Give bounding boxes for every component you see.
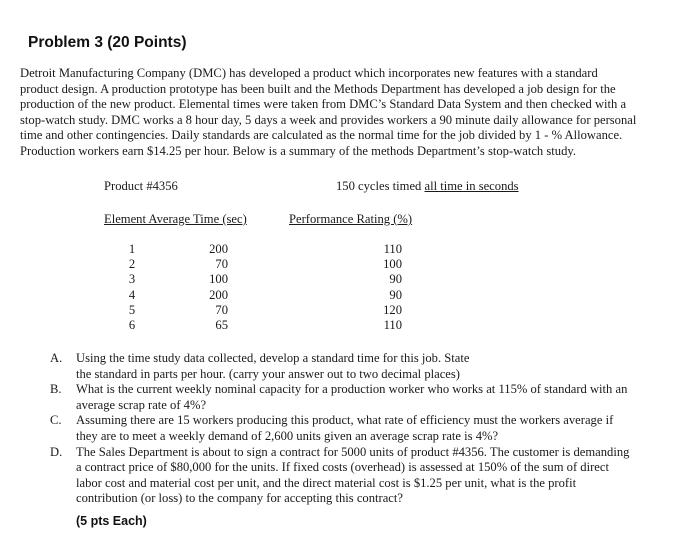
element-time: 70: [215, 303, 228, 317]
intro-line: stop-watch study. DMC works a 8 hour day, 5 days a week and provides workers a 90 minute daily allowance for personal: [20, 112, 637, 127]
element-number: 3: [128, 272, 136, 286]
element-rating: 90: [389, 288, 402, 302]
element-rating: 90: [389, 272, 402, 286]
cycles-note: [336, 179, 519, 194]
problem-heading: Problem 3 (20 Points): [28, 34, 187, 51]
intro-line: Detroit Manufacturing Company (DMC) has developed a product which incorporates new features with a standard: [20, 66, 598, 80]
question-b: [50, 382, 682, 413]
question-c: [50, 413, 682, 444]
question-line: the standard in parts per hour. (carry your answer out to two decimal places): [76, 366, 460, 381]
cycles-prefix: 150 cycles timed: [336, 179, 425, 193]
points-note: (5 pts Each): [76, 514, 147, 528]
question-line: The Sales Department is about to sign a contract for 5000 units of product #4356. The customer is demanding: [76, 444, 630, 459]
column-header-element-time: Element Average Time (sec): [104, 212, 247, 226]
element-time: 200: [209, 242, 228, 256]
element-rating: 100: [383, 257, 402, 271]
element-number: 5: [128, 303, 136, 317]
column-header-rating: Performance Rating (%): [289, 212, 413, 226]
question-list: [50, 351, 682, 507]
question-label: C.: [50, 413, 62, 428]
question-label: A.: [50, 351, 63, 365]
element-number: 6: [128, 318, 136, 332]
question-a: [50, 351, 682, 382]
cycles-underlined: all time in seconds: [424, 179, 519, 193]
question-d: [50, 445, 682, 507]
element-time: 70: [215, 257, 228, 271]
intro-line: product design. A production prototype has been built and the Methods Department has developed a job design for the: [20, 81, 616, 96]
question-line: they are to meet a weekly demand of 2,600 units given an average scrap rate is 4%?: [76, 428, 499, 443]
element-number: 2: [128, 257, 136, 271]
question-label: B.: [50, 382, 62, 397]
element-rating: 110: [383, 318, 402, 332]
question-line: Using the time study data collected, develop a standard time for this job. State: [76, 351, 470, 365]
element-time: 65: [215, 318, 228, 332]
product-label: Product #4356: [104, 179, 178, 193]
intro-line: Production workers earn $14.25 per hour. Below is a summary of the methods Department’s stop-watch study.: [20, 143, 576, 158]
question-line: average scrap rate of 4%?: [76, 397, 207, 412]
intro-line: time and other contingencies. Daily standards are calculated as the normal time for the job divided by 1 - % Allowance.: [20, 128, 623, 143]
intro-line: production of the new product. Elemental times were taken from DMC’s Standard Data System and then checked with a: [20, 97, 627, 112]
element-number: 4: [128, 288, 136, 302]
element-time: 200: [209, 288, 228, 302]
element-rating: 110: [383, 242, 402, 256]
question-line: labor cost and material cost per unit, and the direct material cost is $1.25 per unit, what is the profit: [76, 475, 577, 490]
element-rating: 120: [383, 303, 402, 317]
question-line: Assuming there are 15 workers producing this product, what rate of efficiency must the workers average if: [76, 413, 614, 428]
question-line: contribution (or loss) to the company for accepting this contract?: [76, 491, 403, 506]
element-number: 1: [128, 242, 136, 256]
question-line: a contract price of $80,000 for the units. If fixed costs (overhead) is assessed at 150% of the sum of direct: [76, 460, 609, 475]
question-line: What is the current weekly nominal capacity for a production worker who works at 115% of standard with an: [76, 382, 628, 397]
question-label: D.: [50, 444, 63, 459]
problem-description: [20, 66, 682, 160]
element-time: 100: [209, 272, 228, 286]
